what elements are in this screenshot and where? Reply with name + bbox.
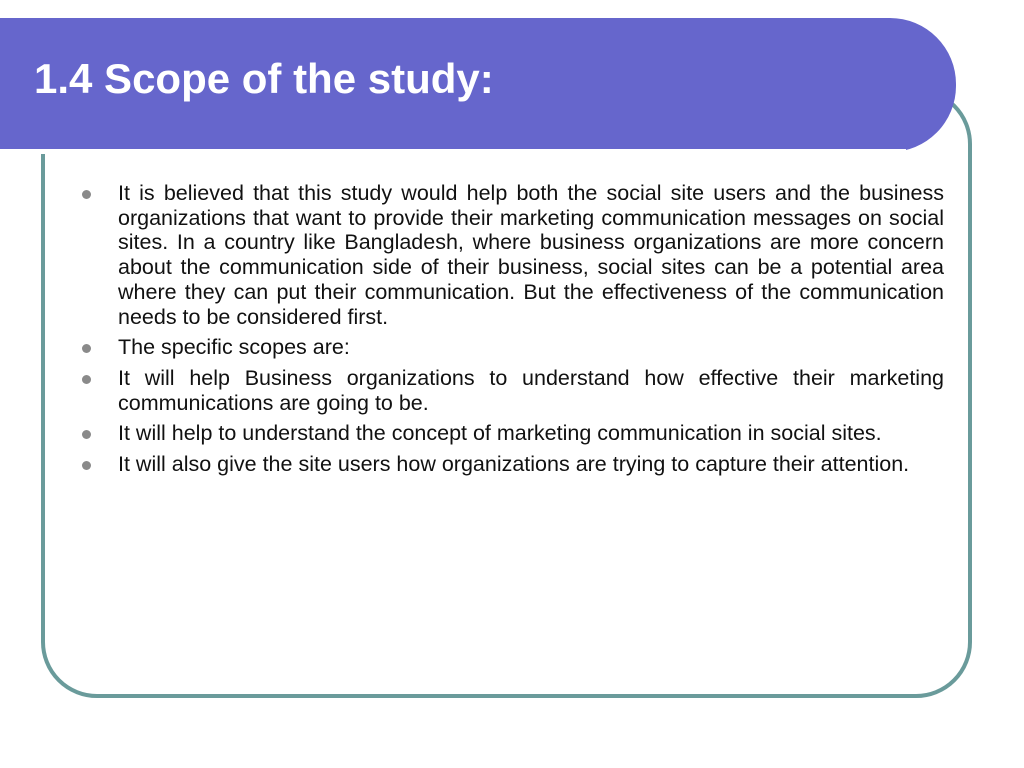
bullet-item-5 bbox=[78, 452, 944, 477]
bullet-item-2 bbox=[78, 335, 944, 360]
bullet-dot-icon bbox=[82, 430, 91, 439]
bullet-text: It will help Business organizations to understand how effective their marketing communications are going to be. bbox=[118, 365, 944, 415]
title-underline bbox=[0, 149, 906, 154]
bullet-dot-icon bbox=[82, 461, 91, 470]
bullet-dot-icon bbox=[82, 190, 91, 199]
bullet-text: It will help to understand the concept of marketing communication in social sites. bbox=[118, 421, 882, 446]
bullet-item-1 bbox=[78, 181, 944, 329]
bullet-dot-icon bbox=[82, 344, 91, 353]
bullet-list bbox=[78, 181, 944, 483]
bullet-text: The specific scopes are: bbox=[118, 335, 350, 360]
bullet-dot-icon bbox=[82, 375, 91, 384]
bullet-text: It will also give the site users how organizations are trying to capture their attention. bbox=[118, 452, 910, 477]
bullet-item-4 bbox=[78, 421, 944, 446]
slide-title: 1.4 Scope of the study: bbox=[34, 55, 494, 102]
bullet-item-3 bbox=[78, 366, 944, 415]
bullet-text: It is believed that this study would help both the social site users and the business organizations that want to provide their marketing communication messages on social sites. In a country like Bangladesh, where business organizations are more concern about the communication side of their business, social sites can be a potential area where they can put their communication. But the effectiveness of the communication needs to be considered first. bbox=[118, 181, 944, 329]
